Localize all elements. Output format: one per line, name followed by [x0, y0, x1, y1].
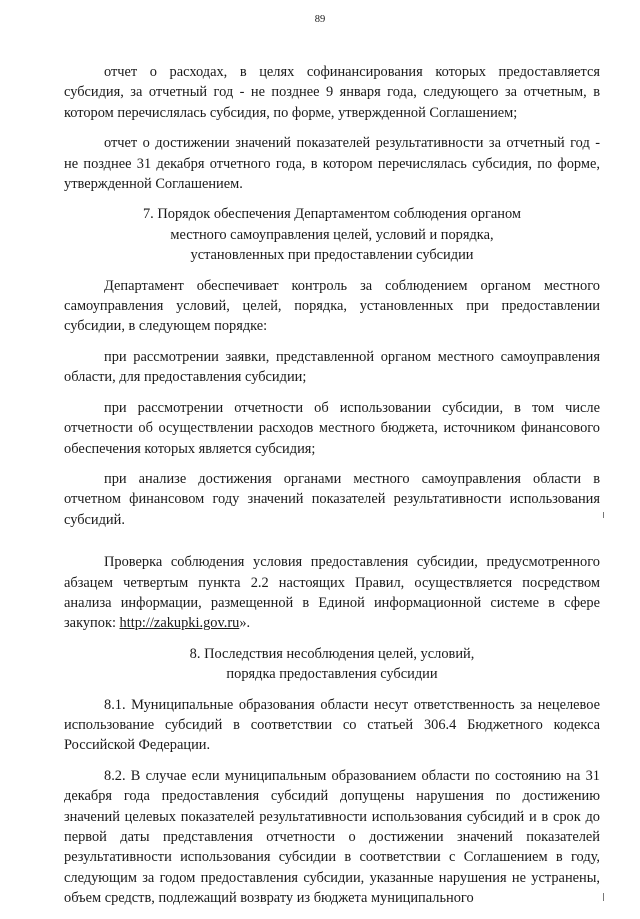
- scan-edge-mark: [603, 893, 604, 901]
- heading-line: установленных при предоставлении субсидии: [190, 247, 474, 264]
- procurement-text-end: ».: [239, 615, 251, 632]
- section-heading-7: [64, 204, 600, 265]
- zakupki-link[interactable]: http://zakupki.gov.ru: [119, 615, 240, 632]
- procurement-text: Проверка соблюдения условия предоставления субсидии, предусмотренного абзацем четвертым пункта 2.2 настоящих Правил, осуществляется посредством анализа информации, размещенной в Единой информационной системе в сфере закупок:: [64, 554, 600, 632]
- paragraph-reporting-review: при рассмотрении отчетности об использовании субсидии, в том числе отчетности об осуществлении расходов местного бюджета, источником финансового обеспечения которых является субсидия;: [64, 399, 600, 457]
- paragraph-results-analysis: при анализе достижения органами местного самоуправления области в отчетном финансовом году значений показателей результативности использования субсидий.: [64, 470, 600, 528]
- document-body: [64, 62, 600, 919]
- heading-line: порядка предоставления субсидии: [226, 666, 438, 683]
- scan-edge-mark: [603, 512, 604, 518]
- paragraph-expense-report: отчет о расходах, в целях софинансирования которых предоставляется субсидия, за отчетный год - не позднее 9 января года, следующего за отчетным, в котором перечислялась субсидия, по форме, утвержденной Соглашением;: [64, 64, 600, 121]
- paragraph-procurement-check: [64, 552, 600, 634]
- heading-line: 8. Последствия несоблюдения целей, условий,: [189, 645, 475, 662]
- section-heading-8: [64, 644, 600, 685]
- paragraph-8-1: 8.1. Муниципальные образования области несут ответственность за нецелевое использование субсидий в соответствии со статьей 306.4 Бюджетного кодекса Российской Федерации.: [64, 696, 600, 754]
- paragraph-department-control: Департамент обеспечивает контроль за соблюдением органом местного самоуправления условий, целей, порядка, установленных при предоставлении субсидии, в следующем порядке:: [64, 277, 600, 335]
- heading-line: местного самоуправления целей, условий и порядка,: [170, 226, 494, 243]
- paragraph-results-report: отчет о достижении значений показателей результативности за отчетный год - не позднее 31 декабря отчетного года, в котором перечислялась субсидия, по форме, утвержденной Соглашением.: [64, 135, 600, 193]
- page-number: 89: [314, 14, 326, 25]
- heading-line: 7. Порядок обеспечения Департаментом соблюдения органом: [142, 206, 522, 223]
- paragraph-8-2: 8.2. В случае если муниципальным образованием области по состоянию на 31 декабря года предоставления субсидий допущены нарушения по достижению значений целевых показателей результативности использования субсидий и в срок до первой даты представления отчетности о достижении значений показателей результативности использования субсидии в соответствии с Соглашением в году, следующим за годом предоставления субсидии, указанные нарушения не устранены, объем средств, подлежащий возврату из бюджета муниципального: [64, 767, 600, 907]
- paragraph-application-review: при рассмотрении заявки, представленной органом местного самоуправления области, для предоставления субсидии;: [64, 348, 600, 386]
